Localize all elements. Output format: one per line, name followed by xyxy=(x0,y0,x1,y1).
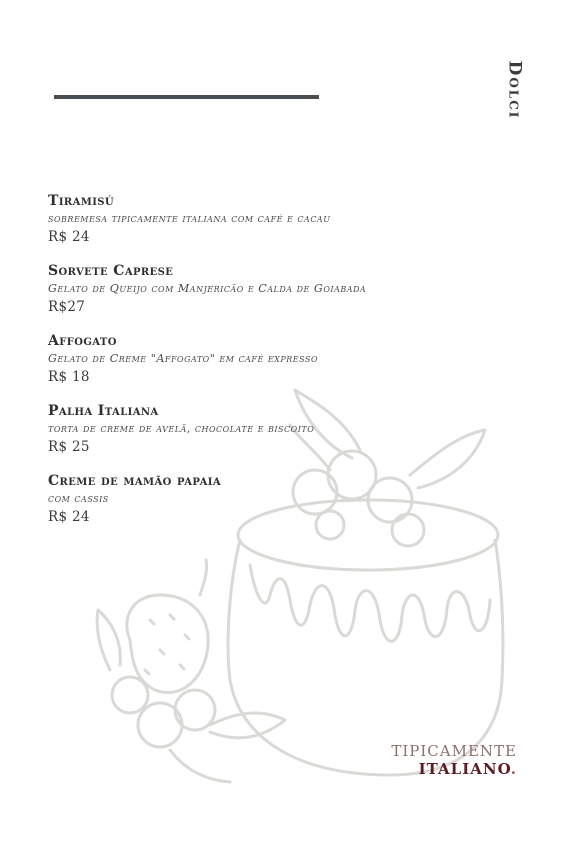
item-price: R$ 24 xyxy=(48,509,90,525)
menu-item xyxy=(48,191,448,247)
item-price: R$ 25 xyxy=(48,439,90,455)
item-description: com cassis xyxy=(48,492,109,505)
item-name: Sorvete Caprese xyxy=(48,263,174,279)
brand-line-2-text: ITALIANO xyxy=(418,760,511,778)
section-title xyxy=(484,50,544,130)
brand-dot: . xyxy=(510,760,517,778)
brand-line-1: TIPICAMENTE xyxy=(391,742,517,760)
top-divider xyxy=(54,95,319,99)
item-name: Affogato xyxy=(48,333,117,349)
item-price: R$ 24 xyxy=(48,229,90,245)
section-title-text: Dolci xyxy=(503,60,524,120)
item-name: Tiramisú xyxy=(48,193,115,209)
item-description: Gelato de Queijo com Manjericão e Calda de Goiabada xyxy=(48,282,367,295)
item-description: torta de creme de avelã, chocolate e biscoito xyxy=(48,422,315,435)
dessert-menu-list xyxy=(48,191,448,541)
item-price: R$27 xyxy=(48,299,86,315)
item-name: Palha Italiana xyxy=(48,403,159,419)
item-description: sobremesa tipicamente italiana com café e cacau xyxy=(48,212,331,225)
item-name: Creme de mamão papaia xyxy=(48,473,221,489)
menu-item xyxy=(48,261,448,317)
menu-item xyxy=(48,401,448,457)
brand-logo xyxy=(391,743,517,778)
menu-item xyxy=(48,331,448,387)
item-description: Gelato de Creme "Affogato" em café expresso xyxy=(48,352,319,365)
brand-line-2 xyxy=(391,760,517,778)
menu-item xyxy=(48,471,448,527)
item-price: R$ 18 xyxy=(48,369,90,385)
